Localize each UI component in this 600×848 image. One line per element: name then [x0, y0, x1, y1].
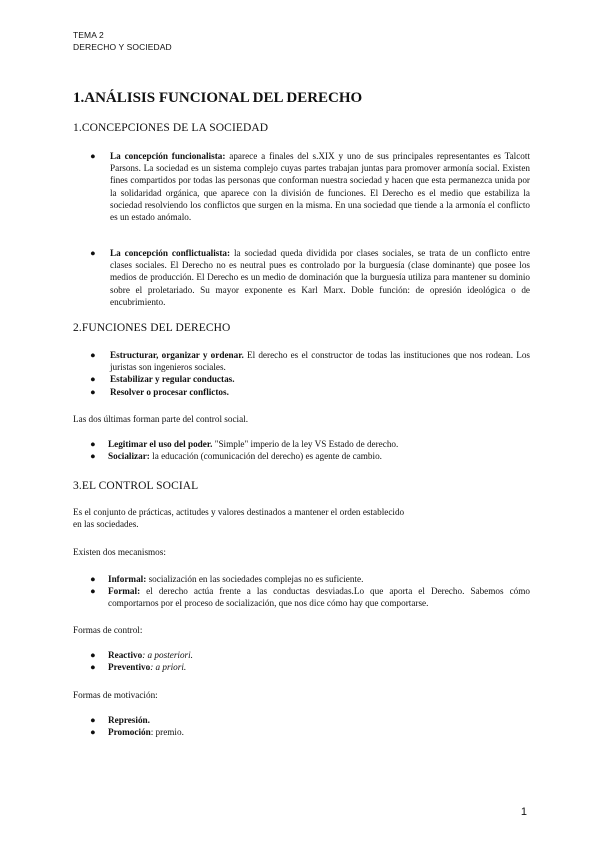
- item-text: la sociedad queda dividida por clases sociales, se trata de un conflicto entre clases sociales. El Derecho no es neutral pues es controlado por la burguesía (clase dominante) que posee los medios de producción. El Derecho es un medio de dominación que la burguesía utiliza para mantener su dominio sobre el proletariado. Su mayor exponente es Karl Marx. Doble función: de opresión ideológica o de encubrimiento.: [110, 248, 530, 307]
- bullet-icon: ●: [90, 439, 96, 449]
- item-lead: Reactivo: [108, 650, 143, 660]
- section2-list-2: [90, 438, 530, 462]
- section1-list: [90, 150, 530, 223]
- list-item: [90, 386, 530, 398]
- bullet-icon: ●: [90, 727, 96, 738]
- section3-heading: 3.EL CONTROL SOCIAL: [73, 480, 199, 492]
- list-item: [90, 150, 530, 223]
- control-forms-list: [90, 649, 530, 673]
- bullet-icon: ●: [90, 151, 96, 161]
- section2-heading: 2.FUNCIONES DEL DERECHO: [73, 322, 231, 334]
- item-text: El derecho es el constructor de todas las instituciones que nos rodean. Los juristas son ingenieros sociales.: [110, 350, 530, 373]
- list-item: [90, 349, 530, 373]
- motivation-forms-label: Formas de motivación:: [73, 690, 158, 700]
- item-text: la educación (comunicación del derecho) es agente de cambio.: [149, 451, 382, 462]
- mechanisms-label: Existen dos mecanismos:: [73, 547, 166, 557]
- bullet-icon: ●: [90, 350, 96, 360]
- list-item: [90, 649, 530, 661]
- definition-line: en las sociedades.: [73, 519, 139, 530]
- bullet-icon: ●: [90, 586, 96, 597]
- item-lead: Informal:: [108, 574, 147, 584]
- list-item: [90, 585, 530, 609]
- item-text: aparece a finales del s.XIX y uno de sus principales representantes es Talcott Parsons. La sociedad es un sistema complejo cuyas partes trabajan juntas para promover armonía social. Existen fines compartidos por todas las personas que conforman nuestra sociedad y hacen que esta permanezca unida por la solidaridad orgánica, que aparece con la división de funciones. El Derecho es el medio que estabiliza la sociedad resolviendo los conflictos que surgen en la misma. En una sociedad que tiende a la armonía el conflicto es un estado anómalo.: [110, 151, 531, 223]
- item-text: socialización en las sociedades complejas no es suficiente.: [146, 574, 364, 584]
- item-text: : a priori.: [150, 662, 187, 673]
- bullet-icon: ●: [90, 248, 96, 258]
- bullet-icon: ●: [90, 374, 96, 385]
- list-item: [90, 247, 530, 308]
- item-text: : a posteriori.: [142, 650, 193, 660]
- item-text: : premio.: [150, 727, 184, 738]
- list-item: [90, 726, 530, 738]
- control-forms-label: Formas de control:: [73, 625, 143, 635]
- bullet-icon: ●: [90, 386, 96, 397]
- bullet-icon: ●: [90, 574, 96, 584]
- list-item: [90, 373, 530, 385]
- motivation-forms-list: [90, 714, 530, 738]
- item-lead: Preventivo: [108, 662, 151, 673]
- header-topic: TEMA 2: [73, 30, 104, 40]
- item-lead: Formal:: [108, 586, 141, 597]
- item-lead: Socializar:: [108, 451, 150, 462]
- list-item: [90, 714, 530, 726]
- section1-heading: 1.CONCEPCIONES DE LA SOCIEDAD: [73, 122, 269, 134]
- item-text: el derecho actúa frente a las conductas desviadas.Lo que aporta el Derecho. Sabemos cómo comportarnos por el proceso de socialización, que nos dice cómo hay que comportarse.: [108, 586, 530, 609]
- item-lead: Legitimar el uso del poder.: [108, 439, 213, 449]
- list-item: [90, 450, 530, 462]
- item-lead: Represión.: [108, 715, 150, 725]
- item-lead: Promoción: [108, 727, 151, 738]
- mechanisms-list: [90, 573, 530, 610]
- bullet-icon: ●: [90, 715, 96, 725]
- item-lead: La concepción funcionalista:: [110, 151, 226, 161]
- bullet-icon: ●: [90, 451, 96, 462]
- bullet-icon: ●: [90, 662, 96, 673]
- list-item: [90, 438, 530, 450]
- page-number: 1: [520, 806, 527, 818]
- item-lead: Resolver o procesar conflictos.: [110, 386, 229, 397]
- section1-list-2: [90, 247, 530, 308]
- bullet-icon: ●: [90, 650, 96, 660]
- list-item: [90, 573, 530, 585]
- list-item: [90, 661, 530, 673]
- page-title: 1.ANÁLISIS FUNCIONAL DEL DERECHO: [73, 90, 363, 106]
- control-definition: [73, 506, 528, 531]
- control-note: Las dos últimas forman parte del control social.: [73, 414, 249, 424]
- item-lead: Estabilizar y regular conductas.: [110, 374, 235, 385]
- item-text: "Simple" imperio de la ley VS Estado de derecho.: [212, 439, 399, 449]
- section2-list: [90, 349, 530, 398]
- item-lead: Estructurar, organizar y ordenar.: [110, 350, 244, 360]
- header-subject: DERECHO Y SOCIEDAD: [73, 42, 172, 52]
- item-lead: La concepción conflictualista:: [110, 248, 231, 258]
- definition-line: Es el conjunto de prácticas, actitudes y valores destinados a mantener el orden establecido: [73, 507, 405, 517]
